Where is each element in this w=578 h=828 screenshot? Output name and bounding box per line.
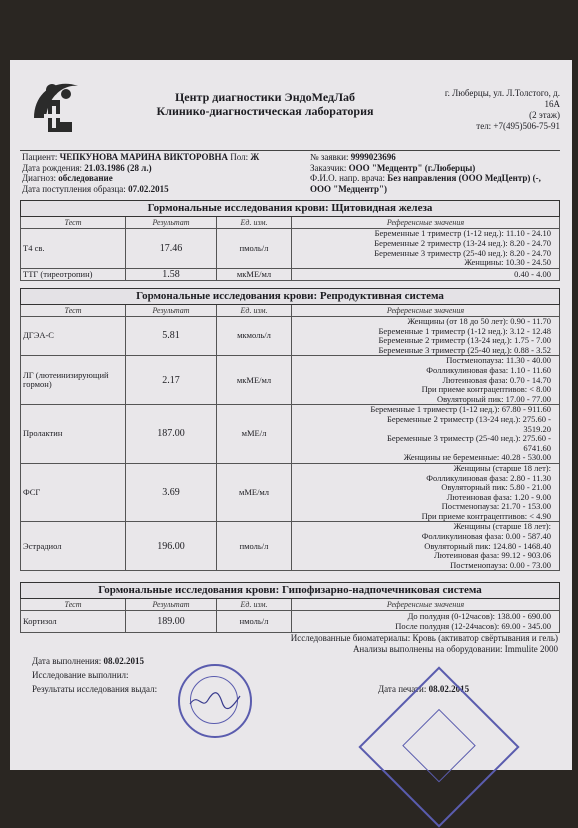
ref-line: Беременные 3 триместр (25-40 нед.): 275.60 - [387,433,551,444]
round-stamp [178,664,252,738]
test-name: Пролактин [21,405,126,464]
table-row [21,463,560,522]
address-line: г. Люберцы, ул. Л.Толстого, д. [444,88,560,98]
table-row [21,356,560,405]
sex-label: Пол: [230,152,249,162]
print-date-value: 08.02.2015 [428,684,470,694]
clinic-logo [26,72,88,142]
ref-line: Женщины (от 18 до 50 лет): 0.90 - 11.70 [407,316,551,326]
table-row [21,229,560,269]
table-row [21,405,560,464]
test-result: 1.58 [126,269,217,281]
test-reference [292,317,560,356]
col-unit: Ед. изм. [217,217,292,229]
signature-scribble [188,688,242,712]
ref-line: Лютеиновая фаза: 99.12 - 903.06 [433,550,551,561]
test-reference [292,522,560,571]
clinic-title: Центр диагностики ЭндоМедЛаб [174,90,356,104]
doctor: Без направления (ООО МедЦентр) (-, [387,173,541,183]
test-name: ФСГ [21,463,126,522]
diag-label: Диагноз: [22,173,57,183]
ref-line: Овуляторный пик: 124.80 - 1468.40 [424,540,551,551]
section-title: Гормональные исследования крови: Репродуктивная система [21,289,560,305]
doctor-label: Ф.И.О. напр. врача: [310,173,386,183]
test-result: 187.00 [126,405,217,464]
patient-name: ЧЕПКУНОВА МАРИНА ВИКТОРОВНА [59,152,228,162]
customer-label: Заказчик: [310,162,347,173]
test-unit: мкмоль/л [217,317,292,356]
ref-line: Постменопауза: 11.30 - 40.00 [446,355,551,366]
ref-line: Беременные 2 триместр (13-24 нед.): 275.60 - [387,413,551,424]
ref-line: Беременные 3 триместр (25-40 нед.): 0.88 - 3.52 [378,344,551,355]
test-reference [292,269,560,281]
adrenal-table [20,582,560,633]
clinic-header [140,90,390,118]
biomaterial-note: Исследованные биоматериалы: Кровь (активатор свёртывания и гель) [290,633,558,643]
ref-line: Фолликулиновая фаза: 2.80 - 11.30 [426,472,551,483]
ref-line: Беременные 1 триместр (1-12 нед.): 3.12 - 12.48 [378,325,551,336]
patient-info [22,152,259,194]
ref-line: Беременные 2 триместр (13-24 нед.): 1.75 - 7.00 [378,335,551,346]
test-name: ЛГ (лютеинизирующий гормон) [21,356,126,405]
ref-line: 6741.60 [523,442,551,453]
test-name: ТТГ (тиреотропин) [21,269,126,281]
section-title: Гормональные исследования крови: Гипофизарно-надпочечниковая система [21,583,560,599]
ref-line: 3519.20 [523,423,551,434]
ref-line: Фолликулиновая фаза: 1.10 - 11.60 [426,364,551,375]
report-footer [32,656,157,695]
table-row [21,317,560,356]
ref-line: Овуляторный пик: 17.00 - 77.00 [437,393,551,404]
patient-sex: Ж [250,152,260,162]
ref-line: Беременные 3 триместр (25-40 нед.): 8.20 - 24.70 [374,247,551,258]
test-unit: мкМЕ/мл [217,356,292,405]
test-result: 3.69 [126,463,217,522]
ref-line: При приеме контрацептивов: < 4.90 [421,510,551,521]
reproductive-table [20,288,560,571]
ref-line: После полудня (12-24часов): 69.00 - 345.00 [395,620,551,631]
analysis-notes [291,633,558,655]
col-test: Тест [21,599,126,611]
done-date: 08.02.2015 [103,656,145,666]
ref-line: Женщины не беременные: 40.28 - 530.00 [403,452,551,463]
ref-line: Лютеиновая фаза: 0.70 - 14.70 [442,374,551,385]
test-reference [292,229,560,269]
test-result: 189.00 [126,611,217,633]
test-reference [292,356,560,405]
test-reference [292,405,560,464]
order-label: № заявки: [310,152,349,162]
test-unit: мкМЕ/мл [217,269,292,281]
test-unit: мМЕ/л [217,405,292,464]
col-result: Результат [126,305,217,317]
col-result: Результат [126,599,217,611]
ref-line: До полудня (0-12часов): 138.00 - 690.00 [407,610,551,621]
ref-line: Беременные 1 триместр (1-12 нед.): 11.10 - 24.10 [374,228,551,239]
ref-line: Женщины: 10.30 - 24.50 [464,257,551,268]
test-name: ДГЭА-С [21,317,126,356]
test-reference [292,611,560,633]
test-result: 196.00 [126,522,217,571]
test-unit: нмоль/л [217,611,292,633]
test-unit: пмоль/л [217,229,292,269]
ref-line: Женщины (старше 18 лет): [453,462,551,473]
ref-line: Беременные 1 триместр (1-12 нед.): 67.80 - 911.60 [370,404,551,415]
table-row [21,522,560,571]
test-reference [292,463,560,522]
address-line: 16А [544,99,560,109]
table-row [21,611,560,633]
test-unit: мМЕ/мл [217,463,292,522]
test-result: 5.81 [126,317,217,356]
divider [20,150,560,151]
lab-report-sheet [10,60,572,770]
issuer-label: Результаты исследования выдал: [32,684,158,694]
col-ref: Референсные значения [292,599,560,611]
ref-line: Женщины (старше 18 лет): [453,521,551,532]
analyzer-note: Анализы выполнены на оборудовании: Immulite 2000 [352,644,558,654]
col-test: Тест [21,217,126,229]
address-phone: тел: +7(495)506-75-91 [476,121,560,131]
stamp-inner-box [402,709,476,783]
test-name: Кортизол [21,611,126,633]
col-test: Тест [21,305,126,317]
ref-line: Беременные 2 триместр (13-24 нед.): 8.20 - 24.70 [374,237,551,248]
sample-date-label: Дата поступления образца: [22,183,126,194]
ref-line: Постменопауза: 21.70 - 153.00 [441,501,551,512]
patient-name-label: Пациент: [22,152,58,162]
patient-dob: 21.03.1986 (28 л.) [84,162,152,173]
col-unit: Ед. изм. [217,599,292,611]
test-result: 17.46 [126,229,217,269]
print-label: Дата печати: [378,684,427,694]
clinic-address [390,88,560,132]
test-name: Т4 св. [21,229,126,269]
address-line: (2 этаж) [529,110,560,120]
section-title: Гормональные исследования крови: Щитовидная железа [21,201,560,217]
dob-label: Дата рождения: [22,162,83,173]
ref-line: 0.40 - 4.00 [514,268,551,279]
test-unit: пмоль/л [217,522,292,571]
done-label: Дата выполнения: [32,656,102,666]
ref-line: Лютеиновая фаза: 1.20 - 9.00 [446,491,551,502]
thyroid-table [20,200,560,281]
col-ref: Референсные значения [292,217,560,229]
lab-subtitle: Клинико-диагностическая лаборатория [156,104,374,118]
col-unit: Ед. изм. [217,305,292,317]
test-result: 2.17 [126,356,217,405]
table-row [21,269,560,281]
ref-line: Овуляторный пик: 5.80 - 21.00 [441,482,551,493]
ref-line: При приеме контрацептивов: < 8.00 [421,384,551,395]
customer: ООО "Медцентр" (г.Люберцы) [348,162,476,173]
doctor-line2: ООО "Медцентр") [310,183,387,194]
col-ref: Референсные значения [292,305,560,317]
ref-line: Постменопауза: 0.00 - 73.00 [450,559,551,570]
order-number: 9999023696 [350,152,396,162]
performer-label: Исследование выполнил: [32,670,129,680]
patient-diagnosis: обследование [58,173,113,183]
ref-line: Фолликулиновая фаза: 0.00 - 587.40 [421,531,551,542]
col-result: Результат [126,217,217,229]
test-name: Эстрадиол [21,522,126,571]
sample-date: 07.02.2015 [128,183,169,194]
order-info [310,152,541,194]
